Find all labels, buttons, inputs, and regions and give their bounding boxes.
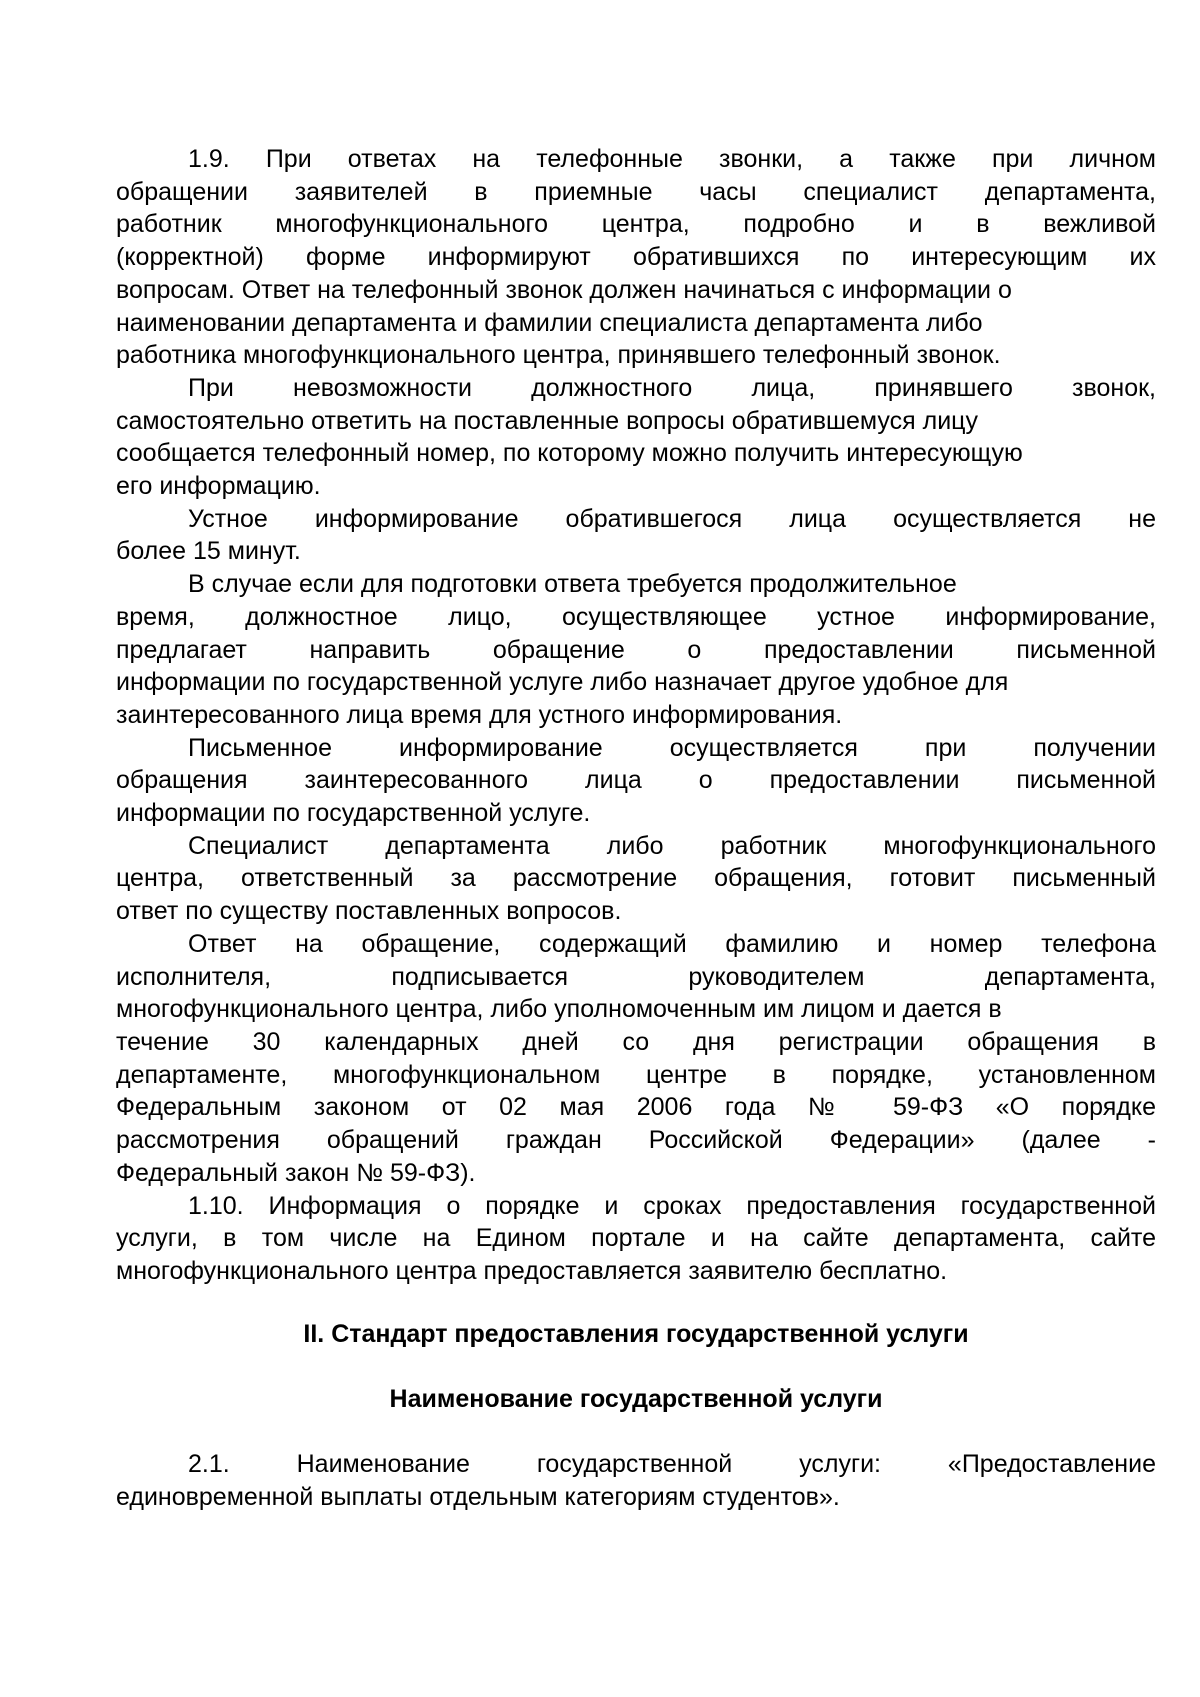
text-line: наименовании департамента и фамилии специалиста департамента либо	[116, 308, 983, 337]
text-line: предлагает направить обращение о предоставлении письменной	[116, 635, 1156, 664]
text-line: многофункционального центра, либо уполномоченным им лицом и дается в	[116, 995, 1002, 1024]
section-1-paragraphs	[116, 143, 1156, 1288]
text-line: работника многофункционального центра, принявшего телефонный звонок.	[116, 341, 1001, 370]
paragraph	[116, 568, 1156, 732]
text-line: При невозможности должностного лица, принявшего звонок,	[188, 373, 1156, 402]
text-line: заинтересованного лица время для устного информирования.	[116, 700, 843, 729]
text-line: Федеральный закон № 59-ФЗ).	[116, 1158, 476, 1187]
text-line: департаменте, многофункциональном центре в порядке, установленном	[116, 1060, 1156, 1089]
text-line: более 15 минут.	[116, 537, 301, 566]
text-line: его информацию.	[116, 472, 321, 501]
text-line: работник многофункционального центра, подробно и в вежливой	[116, 210, 1156, 239]
text-line: информации по государственной услуге либо назначает другое удобное для	[116, 668, 1009, 697]
text-line: исполнителя, подписывается руководителем департамента,	[116, 962, 1156, 991]
section-heading: II. Стандарт предоставления государственной услуги	[303, 1319, 969, 1348]
text-line: услуги, в том числе на Едином портале и на сайте департамента, сайте	[116, 1224, 1156, 1253]
text-line: ответ по существу поставленных вопросов.	[116, 897, 622, 926]
text-line: Федеральным законом от 02 мая 2006 года № 59-ФЗ «О порядке	[116, 1093, 1156, 1122]
text-line: самостоятельно ответить на поставленные вопросы обратившемуся лицу	[116, 406, 978, 435]
subsection-heading: Наименование государственной услуги	[389, 1385, 883, 1414]
paragraph	[116, 503, 1156, 568]
text-line: вопросам. Ответ на телефонный звонок должен начинаться с информации о	[116, 275, 1012, 304]
text-line: (корректной) форме информируют обратившихся по интересующим их	[116, 243, 1156, 272]
text-line: Письменное информирование осуществляется при получении	[188, 733, 1156, 762]
text-line: течение 30 календарных дней со дня регистрации обращения в	[116, 1027, 1156, 1056]
text-line: Специалист департамента либо работник многофункционального	[188, 831, 1156, 860]
text-line: центра, ответственный за рассмотрение обращения, готовит письменный	[116, 864, 1156, 893]
paragraph	[116, 372, 1156, 503]
text-line: В случае если для подготовки ответа требуется продолжительное	[188, 570, 957, 599]
paragraph	[116, 830, 1156, 928]
text-line: 2.1. Наименование государственной услуги: «Предоставление	[188, 1450, 1156, 1479]
text-line: Ответ на обращение, содержащий фамилию и номер телефона	[188, 929, 1156, 958]
text-line: Устное информирование обратившегося лица осуществляется не	[188, 504, 1156, 533]
text-line: 1.10. Информация о порядке и сроках предоставления государственной	[188, 1191, 1156, 1220]
text-line: обращении заявителей в приемные часы специалист департамента,	[116, 177, 1156, 206]
section-2-paragraphs	[116, 1448, 1156, 1513]
text-line: рассмотрения обращений граждан Российской Федерации» (далее -	[116, 1126, 1156, 1155]
paragraph	[116, 732, 1156, 830]
text-line: время, должностное лицо, осуществляющее устное информирование,	[116, 602, 1156, 631]
text-line: многофункционального центра предоставляется заявителю бесплатно.	[116, 1256, 948, 1285]
paragraph	[116, 143, 1156, 372]
text-line: единовременной выплаты отдельным категориям студентов».	[116, 1482, 840, 1511]
text-line: 1.9. При ответах на телефонные звонки, а также при личном	[188, 145, 1156, 173]
text-line: обращения заинтересованного лица о предоставлении письменной	[116, 766, 1156, 795]
paragraph	[116, 928, 1156, 1190]
paragraph	[116, 1190, 1156, 1288]
text-line: сообщается телефонный номер, по которому можно получить интересующую	[116, 439, 1023, 468]
document-body	[116, 143, 1156, 1513]
paragraph	[116, 1448, 1156, 1513]
text-line: информации по государственной услуге.	[116, 799, 591, 828]
